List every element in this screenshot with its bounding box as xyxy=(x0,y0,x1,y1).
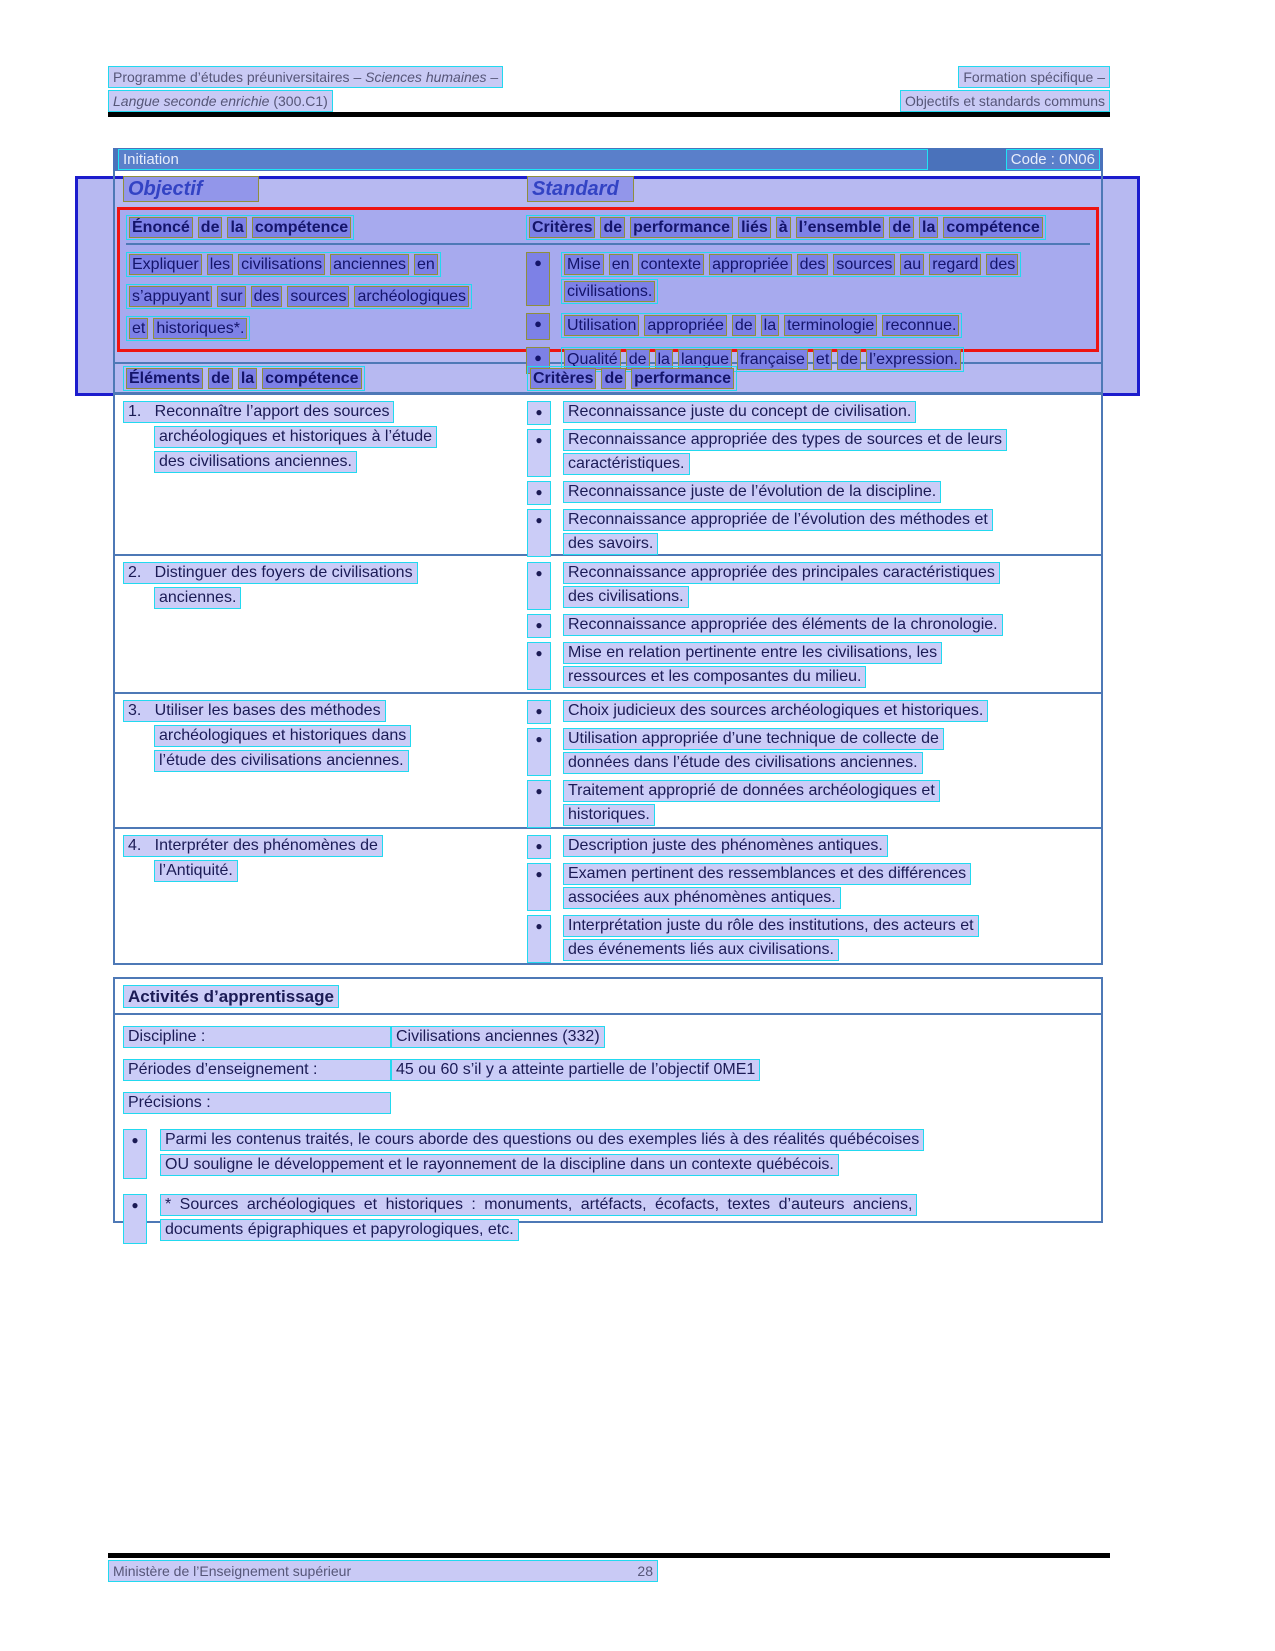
text-line: données dans l’étude des civilisations anciennes. xyxy=(563,752,923,774)
word-highlight: compétence xyxy=(252,217,351,238)
criteria-lines xyxy=(563,780,940,828)
activity-label xyxy=(123,1092,391,1114)
header-formation-label: Formation spécifique – xyxy=(958,66,1110,88)
activity-label xyxy=(123,1026,391,1048)
criteria-line xyxy=(563,863,971,887)
title-bar xyxy=(113,148,1103,171)
criteria-list xyxy=(521,562,1095,692)
text-line xyxy=(126,316,250,341)
criteria-line xyxy=(563,835,888,859)
text-line: Civilisations anciennes (332) xyxy=(391,1026,605,1048)
word-highlight: terminologie xyxy=(784,315,877,336)
word-highlight: la xyxy=(238,368,257,389)
text-line: l’Antiquité. xyxy=(154,860,238,882)
text-line xyxy=(126,284,472,309)
bullet-icon: ● xyxy=(527,614,551,638)
criteria-line xyxy=(563,509,993,533)
text-line: 45 ou 60 s’il y a atteinte partielle de l’objectif 0ME1 xyxy=(391,1059,760,1081)
note-line xyxy=(160,1154,924,1179)
criteria-line xyxy=(561,252,1021,277)
bullet-icon: ● xyxy=(527,401,551,425)
criteria-lines xyxy=(563,863,971,911)
criteria-item xyxy=(527,915,1095,963)
text-line: 2. Distinguer des foyers de civilisations xyxy=(123,562,418,584)
word-highlight: sources xyxy=(833,254,895,275)
criteria-lines xyxy=(563,401,916,425)
word-highlight: des xyxy=(251,286,283,307)
criteria-item xyxy=(527,780,1095,828)
activity-value xyxy=(391,1059,760,1081)
criteria-item xyxy=(527,401,1095,425)
criteria-line xyxy=(563,915,979,939)
criteria-line xyxy=(563,887,971,911)
text-line xyxy=(561,279,658,304)
element-line xyxy=(123,750,521,775)
bullet-icon: ● xyxy=(527,700,551,724)
activity-label xyxy=(123,1059,391,1081)
criteria-item xyxy=(527,642,1095,690)
element-line xyxy=(123,700,521,725)
word-highlight: de xyxy=(889,217,914,238)
word-highlight: archéologiques xyxy=(354,286,469,307)
text-line: Précisions : xyxy=(123,1092,391,1114)
criteria-lines xyxy=(563,614,1003,638)
activities-rows xyxy=(115,1026,1101,1114)
text-line: Parmi les contenus traités, le cours aborde des questions ou des exemples liés à des réalités québécoises xyxy=(160,1129,924,1151)
criteria-line xyxy=(563,939,979,963)
criteria-item xyxy=(527,700,1095,724)
element-line xyxy=(123,835,521,860)
note-line xyxy=(160,1194,917,1219)
note-item xyxy=(123,1129,1093,1179)
criteria-item xyxy=(526,313,1021,340)
course-title: Initiation xyxy=(118,149,928,170)
word-highlight: l’ensemble xyxy=(796,217,885,238)
elements-table xyxy=(113,393,1103,965)
header-objectifs-label: Objectifs et standards communs xyxy=(900,90,1110,112)
note-item xyxy=(123,1194,1093,1244)
criteria-lines xyxy=(563,728,944,776)
criteria-item xyxy=(527,429,1095,477)
word-highlight: de xyxy=(601,368,626,389)
text-line xyxy=(126,252,441,277)
criteria-line xyxy=(563,562,1000,586)
word-highlight: civilisations. xyxy=(564,281,655,302)
word-highlight: sources xyxy=(287,286,349,307)
objectif-standard-row xyxy=(115,171,1101,207)
criteria-list xyxy=(521,700,1095,827)
criteres-ensemble-header xyxy=(526,215,1046,240)
word-highlight: des xyxy=(986,254,1018,275)
word-highlight: la xyxy=(919,217,938,238)
activity-row xyxy=(123,1026,1101,1048)
element-row xyxy=(115,829,1101,965)
text-line: des événements liés aux civilisations. xyxy=(563,939,839,961)
statement-line xyxy=(126,316,526,341)
criteria-line xyxy=(563,533,993,557)
text-line: Reconnaissance juste du concept de civilisation. xyxy=(563,401,916,423)
word-highlight: langue xyxy=(678,349,732,370)
element-row xyxy=(115,694,1101,829)
text-line: archéologiques et historiques dans xyxy=(154,725,411,747)
word-highlight: l’expression. xyxy=(866,349,961,370)
text-line: des civilisations anciennes. xyxy=(154,451,357,473)
criteria-item xyxy=(527,509,1095,557)
text-line: ressources et les composantes du milieu. xyxy=(563,666,866,688)
text-line xyxy=(527,366,737,391)
activity-value xyxy=(391,1026,605,1048)
bullet-icon: ● xyxy=(527,780,551,828)
enonce-body xyxy=(126,252,1090,381)
criteria-line xyxy=(563,752,944,776)
element-row xyxy=(115,556,1101,694)
criteria-list xyxy=(521,401,1095,554)
bullet-icon: ● xyxy=(123,1129,147,1179)
word-highlight: compétence xyxy=(943,217,1042,238)
word-highlight: la xyxy=(655,349,673,370)
criteria-item xyxy=(527,728,1095,776)
element-line xyxy=(123,860,521,885)
criteria-line xyxy=(563,700,988,724)
bullet-icon: ● xyxy=(527,863,551,911)
word-highlight: Qualité xyxy=(564,349,621,370)
word-highlight: de xyxy=(626,349,650,370)
header-program-title: Programme d’études préuniversitaires – Sciences humaines – xyxy=(108,66,503,88)
word-highlight: les xyxy=(207,254,233,275)
header-divider-rule xyxy=(108,112,1110,117)
bullet-icon: ● xyxy=(527,509,551,557)
enonce-header-row xyxy=(126,215,1090,245)
bullet-icon: ● xyxy=(527,915,551,963)
word-highlight: en xyxy=(414,254,438,275)
word-highlight: de xyxy=(600,217,625,238)
text-line: Choix judicieux des sources archéologiques et historiques. xyxy=(563,700,988,722)
elements-header xyxy=(123,366,527,391)
bullet-icon: ● xyxy=(526,252,550,306)
element-line xyxy=(123,426,521,451)
criteria-lines xyxy=(563,429,1007,477)
criteria-line xyxy=(563,780,940,804)
word-highlight: appropriée xyxy=(644,315,727,336)
word-highlight: contexte xyxy=(638,254,704,275)
criteria-lines xyxy=(563,915,979,963)
text-line: anciennes. xyxy=(154,587,241,609)
criteria-lines xyxy=(563,509,993,557)
criteria-lines xyxy=(563,481,941,505)
bullet-icon: ● xyxy=(527,642,551,690)
element-row xyxy=(115,395,1101,556)
word-highlight: liés xyxy=(738,217,771,238)
word-highlight: Critères xyxy=(529,217,595,238)
word-highlight: sur xyxy=(217,286,245,307)
criteria-lines xyxy=(563,700,988,724)
footer-divider-rule xyxy=(108,1553,1110,1558)
note-lines xyxy=(160,1194,917,1244)
objectif-standard-section xyxy=(113,171,1103,394)
word-highlight: et xyxy=(129,318,148,339)
criteria-line xyxy=(563,804,940,828)
criteria-line xyxy=(563,614,1003,638)
text-line: 1. Reconnaître l’apport des sources xyxy=(123,401,394,423)
text-line: l’étude des civilisations anciennes. xyxy=(154,750,409,772)
word-highlight: Utilisation xyxy=(564,315,639,336)
text-line: Description juste des phénomènes antiques. xyxy=(563,835,888,857)
page-header-line-2 xyxy=(108,90,1110,112)
criteria-line xyxy=(561,313,962,338)
word-highlight: de xyxy=(198,217,223,238)
text-line xyxy=(561,313,962,338)
criteria-list xyxy=(521,835,1095,965)
word-highlight: anciennes xyxy=(330,254,409,275)
page-header-line-1 xyxy=(108,66,1110,88)
text-line: Reconnaissance appropriée de l’évolution des méthodes et xyxy=(563,509,993,531)
enonce-header xyxy=(126,215,526,240)
text-line: 3. Utiliser les bases des méthodes xyxy=(123,700,386,722)
word-highlight: Critères xyxy=(530,368,596,389)
text-line: Mise en relation pertinente entre les civilisations, les xyxy=(563,642,942,664)
objectif-slot xyxy=(123,176,527,202)
activities-section xyxy=(113,977,1103,1238)
text-line xyxy=(126,215,354,240)
criteria-lines xyxy=(561,313,962,340)
criteria-lines xyxy=(561,252,1021,306)
criteria-item xyxy=(527,835,1095,859)
header-langue-label: Langue seconde enrichie (300.C1) xyxy=(108,90,333,112)
statement-line xyxy=(126,284,526,309)
activity-row xyxy=(123,1092,1101,1114)
text-line xyxy=(526,215,1046,240)
element-line xyxy=(123,587,521,612)
criteria-line xyxy=(563,401,916,425)
note-line xyxy=(160,1219,917,1244)
criteria-lines xyxy=(563,642,942,690)
word-highlight: civilisations xyxy=(238,254,325,275)
activities-notes xyxy=(115,1129,1101,1244)
element-line xyxy=(123,562,521,587)
bullet-icon: ● xyxy=(527,728,551,776)
criteria-line xyxy=(563,728,944,752)
activities-title: Activités d’apprentissage xyxy=(123,985,339,1008)
word-highlight: la xyxy=(761,315,779,336)
criteria-item xyxy=(526,252,1021,306)
text-line: OU souligne le développement et le rayonnement de la discipline dans un contexte québécois. xyxy=(160,1154,839,1176)
text-line: Reconnaissance appropriée des types de sources et de leurs xyxy=(563,429,1007,451)
standard-slot xyxy=(527,176,634,202)
note-lines xyxy=(160,1129,924,1179)
bullet-icon: ● xyxy=(526,347,550,374)
element-line xyxy=(123,725,521,750)
word-highlight: Énoncé xyxy=(129,217,193,238)
text-line xyxy=(123,366,365,391)
statement-line xyxy=(126,252,526,277)
word-highlight: compétence xyxy=(262,368,361,389)
word-highlight: regard xyxy=(929,254,981,275)
text-line: associées aux phénomènes antiques. xyxy=(563,887,841,909)
bullet-icon: ● xyxy=(527,429,551,477)
word-highlight: de xyxy=(837,349,861,370)
course-code: Code : 0N06 xyxy=(1006,149,1100,170)
word-highlight: appropriée xyxy=(709,254,792,275)
criteria-item xyxy=(527,614,1095,638)
criteria-line xyxy=(563,666,942,690)
text-line: des savoirs. xyxy=(563,533,658,555)
word-highlight: en xyxy=(609,254,633,275)
word-highlight: historiques*. xyxy=(153,318,247,339)
element-text xyxy=(123,835,521,965)
word-highlight: s’appuyant xyxy=(129,286,212,307)
word-highlight: Mise xyxy=(564,254,604,275)
word-highlight: des xyxy=(797,254,829,275)
activities-header xyxy=(115,979,1101,1015)
text-line: Discipline : xyxy=(123,1026,391,1048)
competence-statement xyxy=(126,252,526,381)
text-line: des civilisations. xyxy=(563,586,689,608)
word-highlight: la xyxy=(227,217,246,238)
criteria-item xyxy=(527,562,1095,610)
page-footer xyxy=(108,1560,658,1582)
word-highlight: à xyxy=(776,217,791,238)
word-highlight: performance xyxy=(631,368,734,389)
element-text xyxy=(123,562,521,692)
word-highlight: et xyxy=(813,349,832,370)
word-highlight: de xyxy=(208,368,233,389)
word-highlight: Expliquer xyxy=(129,254,202,275)
text-line: 4. Interpréter des phénomènes de xyxy=(123,835,383,857)
enonce-annotation-red-box xyxy=(117,207,1099,368)
ensemble-criteria-list xyxy=(526,252,1021,381)
element-text xyxy=(123,700,521,827)
bullet-icon: ● xyxy=(527,481,551,505)
text-line: archéologiques et historiques à l’étude xyxy=(154,426,437,448)
text-line: documents épigraphiques et papyrologiques, etc. xyxy=(160,1219,519,1241)
footer-ministry: Ministère de l’Enseignement supérieur xyxy=(113,1563,352,1579)
criteria-lines xyxy=(563,835,888,859)
word-highlight: performance xyxy=(630,217,733,238)
objectif-heading: Objectif xyxy=(123,176,259,202)
text-line: Interprétation juste du rôle des institutions, des acteurs et xyxy=(563,915,979,937)
text-line: Reconnaissance appropriée des éléments de la chronologie. xyxy=(563,614,1003,636)
text-line: Traitement approprié de données archéologiques et xyxy=(563,780,940,802)
word-highlight: Éléments xyxy=(126,368,203,389)
bullet-icon: ● xyxy=(526,313,550,340)
text-line: Reconnaissance appropriée des principales caractéristiques xyxy=(563,562,1000,584)
word-highlight: au xyxy=(900,254,924,275)
standard-heading: Standard xyxy=(527,176,634,202)
page-number: 28 xyxy=(637,1563,653,1579)
criteria-line xyxy=(563,642,942,666)
text-line: * Sources archéologiques et historiques : monuments, artéfacts, écofacts, textes d’auteurs anciens, xyxy=(160,1194,917,1216)
word-highlight: de xyxy=(732,315,756,336)
criteria-line xyxy=(563,586,1000,610)
criteres-header xyxy=(527,366,737,391)
criteria-item xyxy=(527,481,1095,505)
word-highlight: française xyxy=(737,349,808,370)
text-line: Utilisation appropriée d’une technique de collecte de xyxy=(563,728,944,750)
text-line: Examen pertinent des ressemblances et des différences xyxy=(563,863,971,885)
bullet-icon: ● xyxy=(527,835,551,859)
criteria-lines xyxy=(563,562,1000,610)
element-line xyxy=(123,401,521,426)
bullet-icon: ● xyxy=(123,1194,147,1244)
criteria-line xyxy=(561,279,1021,304)
element-text xyxy=(123,401,521,554)
criteria-line xyxy=(563,481,941,505)
text-line: Reconnaissance juste de l’évolution de la discipline. xyxy=(563,481,941,503)
note-line xyxy=(160,1129,924,1154)
text-line xyxy=(561,252,1021,277)
element-line xyxy=(123,451,521,476)
word-highlight: reconnue. xyxy=(882,315,959,336)
activity-row xyxy=(123,1059,1101,1081)
criteria-item xyxy=(527,863,1095,911)
bullet-icon: ● xyxy=(527,562,551,610)
criteria-line xyxy=(563,429,1007,453)
text-line: Périodes d’enseignement : xyxy=(123,1059,391,1081)
text-line: caractéristiques. xyxy=(563,453,690,475)
footer-line xyxy=(108,1560,658,1582)
criteria-line xyxy=(563,453,1007,477)
text-line: historiques. xyxy=(563,804,655,826)
